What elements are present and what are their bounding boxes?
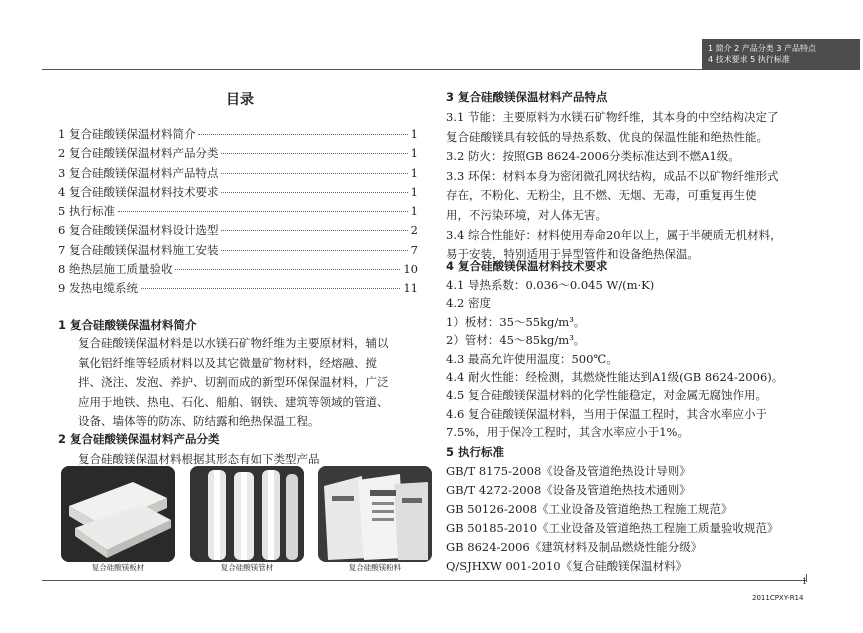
section-1-line: 氧化铝纤维等轻质材料以及其它微量矿物材料，经熔融、搅 [78, 355, 377, 370]
toc-title: 目录 [226, 92, 254, 108]
standard-line: Q/SJHXW 001-2010《复合硅酸镁保温材料》 [446, 559, 688, 573]
toc-item[interactable] [58, 261, 418, 280]
section-3-heading: 3 复合硅酸镁保温材料产品特点 [446, 90, 608, 104]
toc-leader [198, 134, 407, 135]
toc-item[interactable] [58, 184, 418, 203]
toc-item[interactable] [58, 242, 418, 261]
section-4-line: 2）管材：45～85kg/m³。 [446, 333, 586, 348]
section-4-line: 1）板材：35～55kg/m³。 [446, 314, 586, 329]
toc-item-page: 1 [410, 165, 418, 180]
section-3-line: 存在，不粉化、无粉尘，且不燃、无烟、无毒，可重复再生使 [446, 188, 757, 203]
toc-item-label: 2 复合硅酸镁保温材料产品分类 [58, 146, 219, 161]
section-4-line: 4.1 导热系数：0.036～0.045 W/(m·K) [446, 278, 655, 292]
section-5-body [446, 462, 779, 576]
toc-leader [221, 173, 407, 174]
toc-item-label: 8 绝热层施工质量验收 [58, 262, 173, 277]
toc-item-label: 9 发热电缆系统 [58, 281, 138, 296]
document-code: 2011CPXY-R14 [752, 594, 804, 602]
section-3-line: 3.3 环保：材料本身为密闭微孔网状结构，成品不以矿物纤维形式 [446, 168, 779, 183]
section-1-line: 拌、浇注、发泡、养护、切割而成的新型环保保温材料，广泛 [78, 375, 389, 390]
toc-item-page: 1 [410, 184, 418, 199]
header-rule [42, 69, 702, 70]
toc-item[interactable] [58, 222, 418, 241]
toc-item-page: 7 [410, 242, 418, 257]
table-of-contents [58, 126, 418, 300]
section-3-body [446, 108, 782, 265]
toc-item-label: 5 执行标准 [58, 204, 115, 219]
toc-item[interactable] [58, 126, 418, 145]
standard-line: GB/T 8175-2008《设备及管道绝热设计导则》 [446, 464, 691, 478]
section-4-line: 4.5 复合硅酸镁保温材料的化学性能稳定，对金属无腐蚀作用。 [446, 388, 767, 403]
toc-leader [221, 230, 407, 231]
toc-item-label: 7 复合硅酸镁保温材料施工安装 [58, 242, 219, 257]
section-1-line: 应用于地铁、热电、石化、船舶、钢铁、建筑等领域的管道、 [78, 394, 389, 409]
toc-item-page: 2 [410, 223, 418, 238]
standard-line: GB 50126-2008《工业设备及管道绝热工程施工规范》 [446, 502, 733, 516]
toc-leader [221, 250, 407, 251]
toc-item-page: 1 [410, 127, 418, 141]
board-product-image [61, 466, 175, 562]
toc-item[interactable] [58, 203, 418, 222]
toc-item-page: 1 [410, 204, 418, 219]
toc-item-page: 10 [403, 262, 418, 277]
section-4-line: 4.6 复合硅酸镁保温材料，当用于保温工程时，其含水率应小于 [446, 406, 767, 421]
toc-leader [221, 192, 407, 193]
section-3-line: 3.1 节能：主要原料为水镁石矿物纤维，其本身的中空结构决定了 [446, 110, 779, 124]
section-1-line: 复合硅酸镁保温材料是以水镁石矿物纤维为主要原材料，辅以 [78, 336, 389, 350]
section-1-heading: 1 复合硅酸镁保温材料简介 [58, 318, 197, 332]
section-nav-box [702, 39, 860, 70]
toc-item[interactable] [58, 145, 418, 164]
section-1-line: 设备、墙体等的防冻、防结露和绝热保温工程。 [78, 414, 320, 429]
powder-product-image [318, 466, 432, 562]
toc-item-page: 1 [410, 146, 418, 161]
toc-leader [118, 211, 408, 212]
section-3-line: 用，不污染环境，对人体无害。 [446, 207, 607, 222]
product-caption: 复合硅酸镁板材 [91, 563, 145, 572]
toc-item-label: 3 复合硅酸镁保温材料产品特点 [58, 165, 219, 180]
pipe-product-image [190, 466, 304, 562]
page-number: 1 [802, 577, 808, 586]
product-caption: 复合硅酸镁管材 [220, 563, 274, 572]
section-4-heading: 4 复合硅酸镁保温材料技术要求 [446, 259, 608, 273]
section-2-intro: 复合硅酸镁保温材料根据其形态有如下类型产品 [78, 452, 320, 466]
toc-item-label: 1 复合硅酸镁保温材料简介 [58, 127, 196, 141]
section-4-body [446, 276, 783, 442]
section-nav-line-2: 4 技术要求 5 执行标准 [708, 55, 790, 64]
section-3-line: 3.2 防火：按照GB 8624-2006分类标准达到不燃A1级。 [446, 149, 740, 164]
toc-item-page: 11 [403, 281, 418, 296]
section-3-line: 3.4 综合性能好：材料使用寿命20年以上，属于半硬质无机材料， [446, 227, 782, 242]
section-3-line: 复合硅酸镁具有较低的导热系数、优良的保温性能和绝热性能。 [446, 129, 768, 144]
section-4-line: 4.4 耐火性能：经检测，其燃烧性能达到A1级(GB 8624-2006)。 [446, 370, 784, 385]
section-4-line: 7.5%，用于保冷工程时，其含水率应小于1%。 [446, 425, 689, 440]
toc-item[interactable] [58, 165, 418, 184]
toc-item-label: 4 复合硅酸镁保温材料技术要求 [58, 184, 219, 199]
section-4-line: 4.3 最高允许使用温度：500℃。 [446, 351, 618, 366]
footer-rule [42, 580, 807, 581]
toc-leader [141, 288, 400, 289]
toc-leader [221, 153, 407, 154]
standard-line: GB 50185-2010《工业设备及管道绝热工程施工质量验收规范》 [446, 521, 779, 535]
standard-line: GB 8624-2006《建筑材料及制品燃烧性能分级》 [446, 540, 703, 554]
section-1-body [78, 334, 389, 432]
section-nav-line-1: 1 简介 2 产品分类 3 产品特点 [708, 44, 816, 53]
section-2-heading: 2 复合硅酸镁保温材料产品分类 [58, 432, 220, 446]
section-4-line: 4.2 密度 [446, 296, 491, 311]
section-5-heading: 5 执行标准 [446, 445, 505, 459]
toc-leader [175, 269, 400, 270]
toc-item-label: 6 复合硅酸镁保温材料设计选型 [58, 223, 219, 238]
section-3-line: 易于安装，特别适用于异型管件和设备绝热保温。 [446, 247, 699, 262]
standard-line: GB/T 4272-2008《设备及管道绝热技术通则》 [446, 483, 691, 497]
product-caption: 复合硅酸镁粉料 [348, 563, 402, 572]
toc-item[interactable] [58, 280, 418, 299]
